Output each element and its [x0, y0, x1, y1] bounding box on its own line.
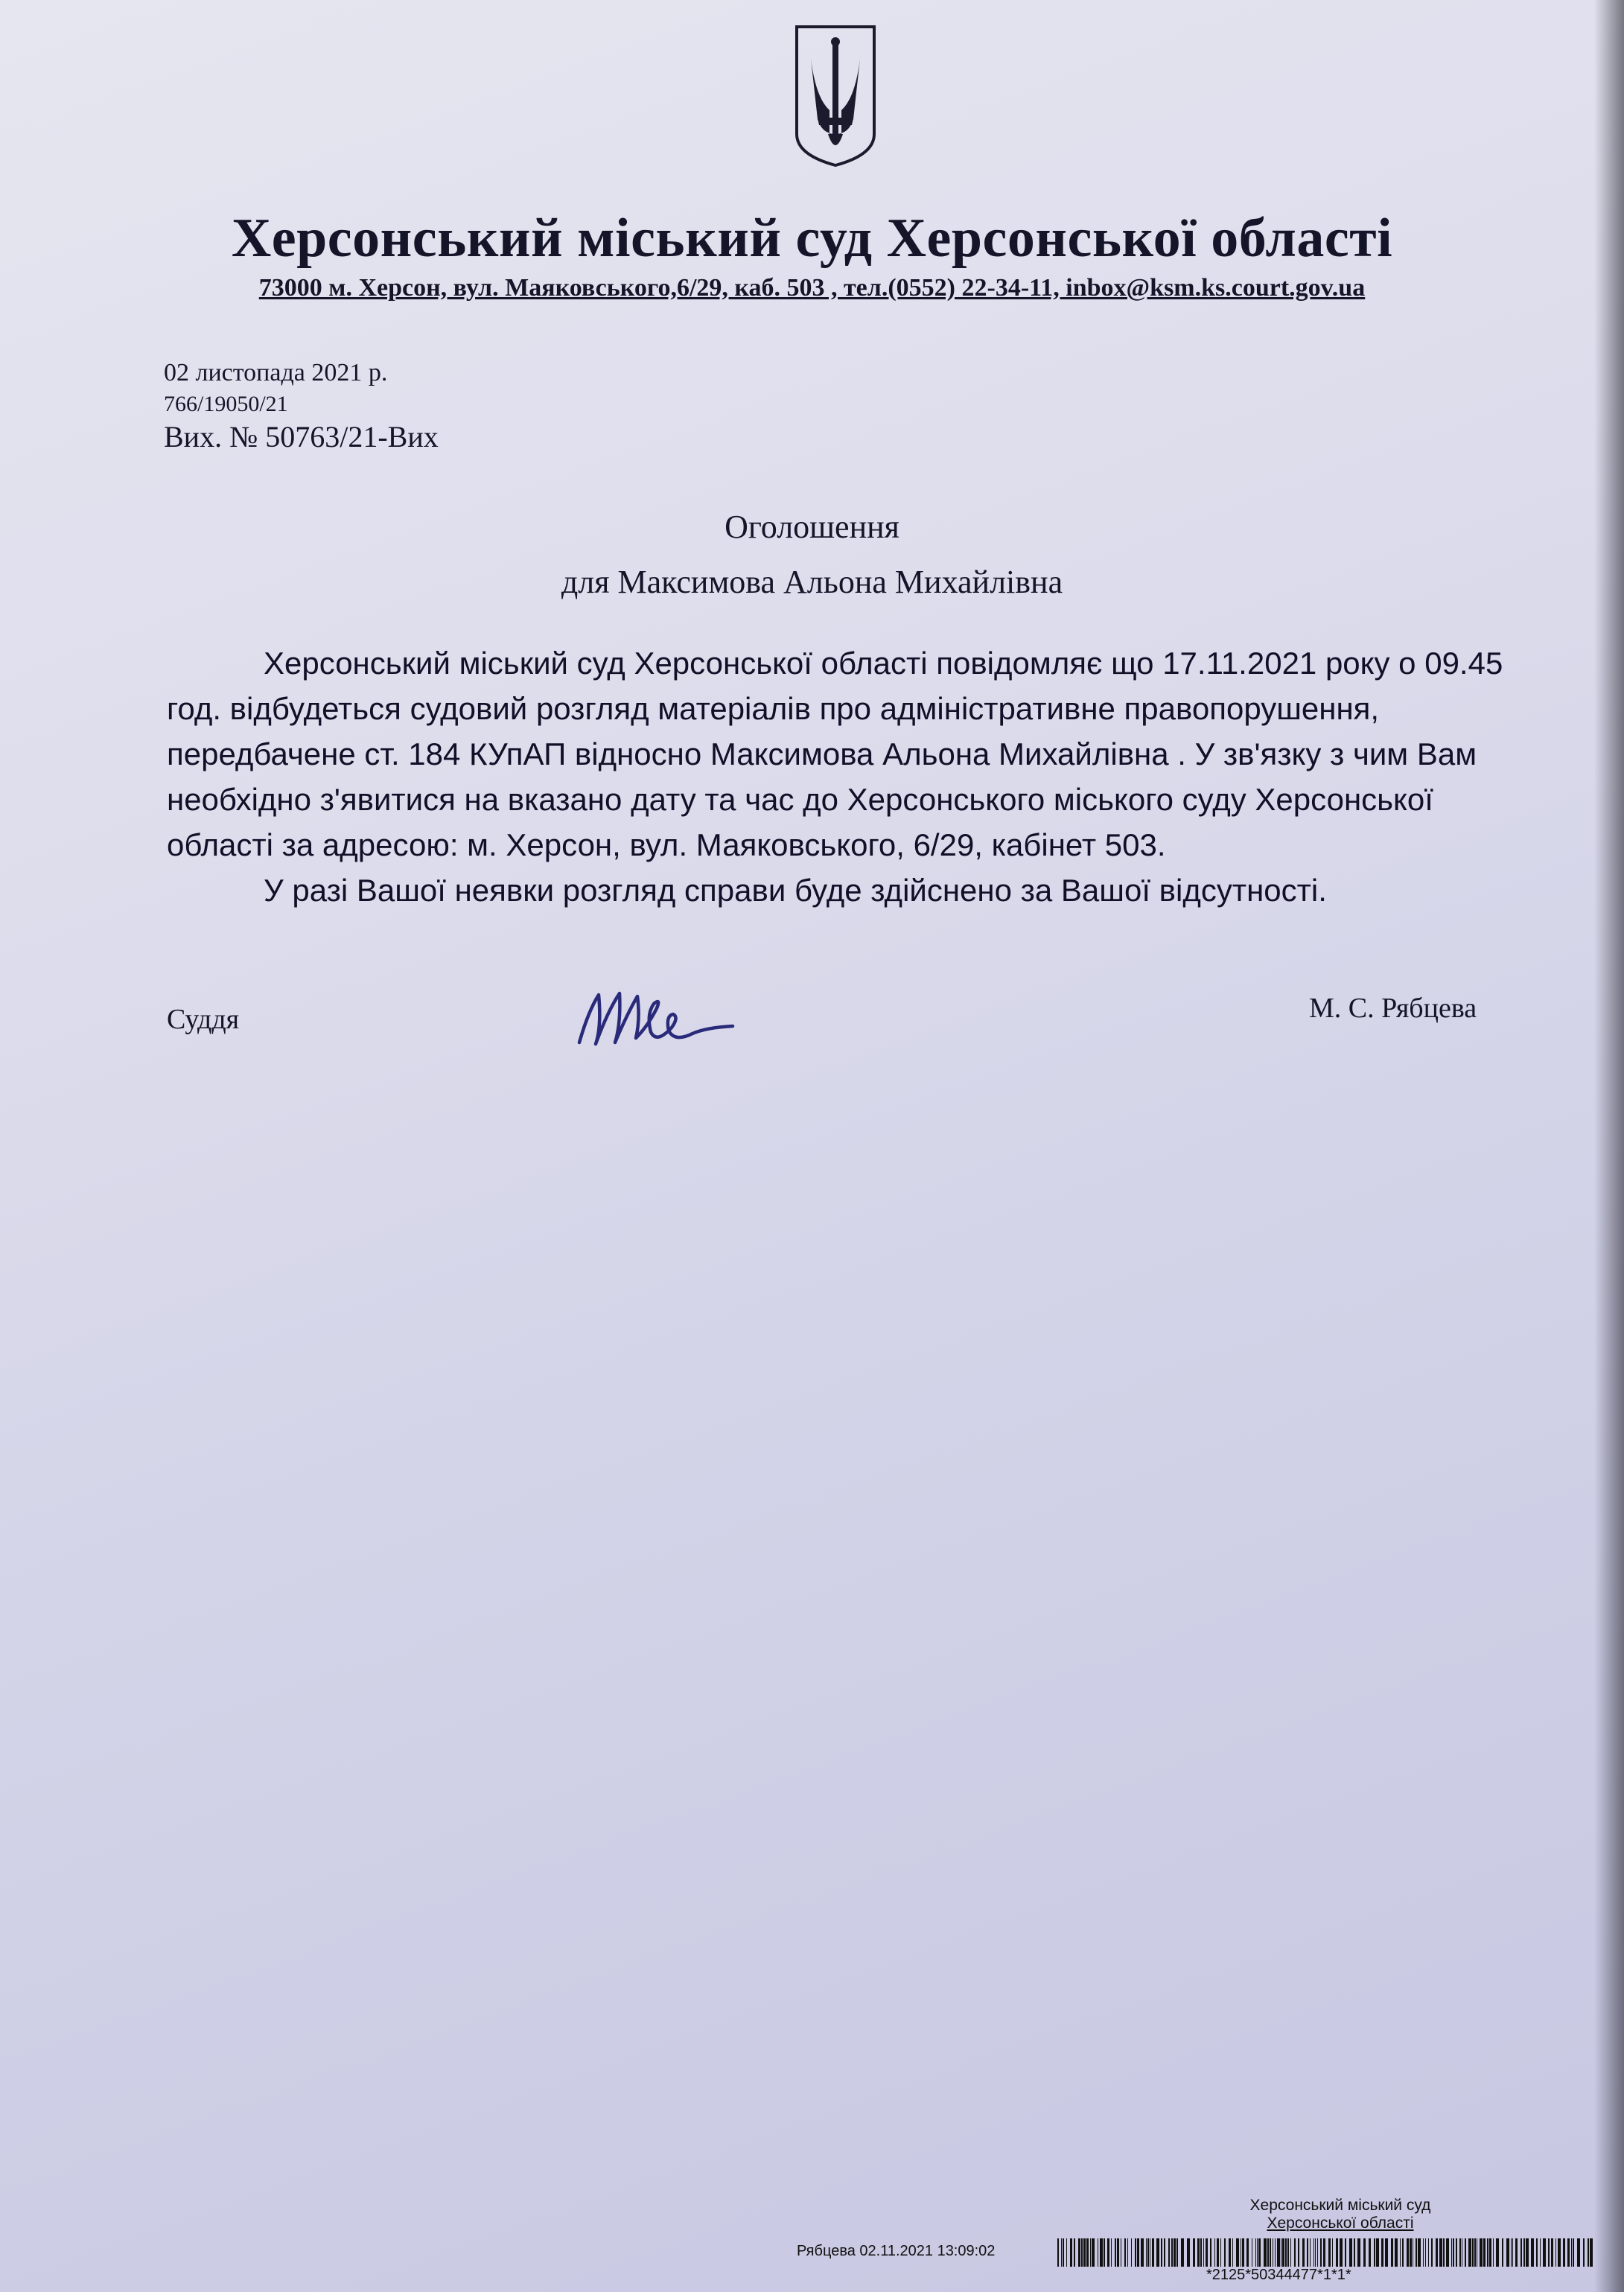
- barcode-bar: [1137, 2238, 1139, 2267]
- barcode-bar: [1147, 2238, 1149, 2267]
- barcode-bar: [1410, 2238, 1412, 2267]
- barcode-bar: [1436, 2238, 1438, 2267]
- judge-label: Суддя: [167, 1004, 240, 1035]
- barcode-bar: [1124, 2238, 1126, 2267]
- barcode-bar: [1275, 2238, 1276, 2267]
- barcode-bar: [1349, 2238, 1352, 2267]
- barcode-bar: [1487, 2238, 1488, 2267]
- barcode-bar: [1320, 2238, 1322, 2267]
- barcode-bar: [1336, 2238, 1338, 2267]
- barcode-bar: [1100, 2238, 1103, 2267]
- barcode-bar: [1543, 2238, 1546, 2267]
- barcode-bar: [1548, 2238, 1550, 2267]
- barcode-bar: [1474, 2238, 1476, 2267]
- barcode-bar: [1439, 2238, 1442, 2267]
- barcode-bar: [1483, 2238, 1486, 2267]
- barcode-bar: [1206, 2238, 1208, 2267]
- barcode-bar: [1104, 2238, 1105, 2267]
- barcode-bar: [1141, 2238, 1144, 2267]
- barcode-bar: [1588, 2238, 1589, 2267]
- barcode-bar: [1092, 2238, 1095, 2267]
- barcode-bar: [1242, 2238, 1244, 2267]
- barcode-bar: [1315, 2238, 1316, 2267]
- barcode-bar: [1277, 2238, 1280, 2267]
- barcode-bar: [1374, 2238, 1375, 2267]
- barcode-bar: [1156, 2238, 1159, 2267]
- barcode-bar: [1229, 2238, 1231, 2267]
- barcode-bar: [1135, 2238, 1136, 2267]
- barcode-bar: [1294, 2238, 1296, 2267]
- barcode-bar: [1583, 2238, 1585, 2267]
- barcode-bar: [1363, 2238, 1366, 2267]
- outgoing-number: Вих. № 50763/21-Вих: [164, 420, 439, 453]
- barcode-icon: [1057, 2238, 1593, 2267]
- barcode-bar: [1168, 2238, 1170, 2267]
- barcode-bar: [1496, 2238, 1499, 2267]
- barcode-bar: [1431, 2238, 1433, 2267]
- page-edge-shadow: [1594, 0, 1624, 2292]
- barcode-bar: [1423, 2238, 1424, 2267]
- barcode-bar: [1480, 2238, 1483, 2267]
- handwritten-signature: [573, 981, 737, 1056]
- barcode-bar: [1381, 2238, 1383, 2267]
- case-number: 766/19050/21: [164, 392, 288, 416]
- barcode-bar: [1369, 2238, 1371, 2267]
- barcode-bar: [1453, 2238, 1454, 2267]
- barcode-bar: [1511, 2238, 1512, 2267]
- barcode-bar: [1428, 2238, 1429, 2267]
- barcode-bar: [1214, 2238, 1215, 2267]
- barcode-bar: [1107, 2238, 1109, 2267]
- barcode-bar: [1345, 2238, 1346, 2267]
- barcode-bar: [1540, 2238, 1541, 2267]
- document-date: 02 листопада 2021 р.: [164, 359, 388, 386]
- barcode-bar: [1152, 2238, 1154, 2267]
- barcode-bar: [1323, 2238, 1325, 2267]
- barcode-bar: [1210, 2238, 1211, 2267]
- barcode-bar: [1200, 2238, 1202, 2267]
- barcode-bar: [1181, 2238, 1184, 2267]
- barcode-bar: [1446, 2238, 1449, 2267]
- barcode-bar: [1171, 2238, 1173, 2267]
- barcode-bar: [1131, 2238, 1132, 2267]
- barcode-bar: [1086, 2238, 1089, 2267]
- barcode-bar: [1531, 2238, 1534, 2267]
- barcode-bar: [1264, 2238, 1267, 2267]
- barcode-bar: [1425, 2238, 1426, 2267]
- notice-body: [167, 640, 1537, 913]
- barcode-bar: [1456, 2238, 1457, 2267]
- barcode-bar: [1526, 2238, 1529, 2267]
- barcode-bar: [1506, 2238, 1509, 2267]
- barcode-bar: [1083, 2238, 1086, 2267]
- barcode-bar: [1328, 2238, 1331, 2267]
- barcode-bar: [1307, 2238, 1308, 2267]
- court-address-line: 73000 м. Херсон, вул. Маяковського,6/29, каб. 503 , тел.(0552) 22-34-11, inbox@ksm.ks.court.gov.ua: [258, 274, 1366, 302]
- stamp-signer: Рябцева 02.11.2021 13:09:02: [797, 2243, 996, 2259]
- barcode-bar: [1302, 2238, 1305, 2267]
- barcode-bar: [1400, 2238, 1401, 2267]
- court-name-heading: Херсонський міський суд Херсонської області: [231, 208, 1393, 269]
- barcode-bar: [1573, 2238, 1574, 2267]
- barcode-bar: [1512, 2238, 1513, 2267]
- barcode-bar: [1502, 2238, 1503, 2267]
- barcode-bar: [1078, 2238, 1080, 2267]
- barcode-bar: [1117, 2238, 1119, 2267]
- barcode-bar: [1332, 2238, 1333, 2267]
- barcode-bar: [1520, 2238, 1522, 2267]
- coat-of-arms-icon: [792, 22, 879, 168]
- barcode-bar: [1310, 2238, 1311, 2267]
- barcode-bar: [1391, 2238, 1393, 2267]
- barcode-bar: [1061, 2238, 1062, 2267]
- judge-name: М. С. Рябцева: [1309, 993, 1477, 1024]
- barcode-bar: [1174, 2238, 1176, 2267]
- barcode-bar: [1090, 2238, 1091, 2267]
- barcode-bar: [1257, 2238, 1258, 2267]
- barcode-bar: [1070, 2238, 1072, 2267]
- stamp-org-line-2: Херсонської області: [1267, 2215, 1414, 2232]
- barcode-bar: [1246, 2238, 1249, 2267]
- barcode-bar: [1187, 2238, 1190, 2267]
- barcode-bar: [1161, 2238, 1162, 2267]
- barcode-bar: [1465, 2238, 1466, 2267]
- barcode-bar: [1459, 2238, 1461, 2267]
- barcode-bar: [1217, 2238, 1219, 2267]
- barcode-bar: [1111, 2238, 1112, 2267]
- barcode-bar: [1354, 2238, 1355, 2267]
- barcode-bar: [1287, 2238, 1289, 2267]
- barcode-bar: [1298, 2238, 1299, 2267]
- barcode-bar: [1563, 2238, 1565, 2267]
- barcode-bar: [1551, 2238, 1553, 2267]
- barcode-bar: [1290, 2238, 1291, 2267]
- barcode-bar: [1523, 2238, 1525, 2267]
- stamp-org-line-1: Херсонський міський суд: [1249, 2197, 1431, 2214]
- barcode-bar: [1146, 2238, 1147, 2267]
- barcode-bar: [1127, 2238, 1128, 2267]
- barcode-bar: [1357, 2238, 1360, 2267]
- barcode-bar: [1416, 2238, 1417, 2267]
- electronic-signature-stamp: [789, 2197, 1608, 2292]
- barcode-bar: [1232, 2238, 1233, 2267]
- barcode-bar: [1164, 2238, 1165, 2267]
- barcode-bar: [1236, 2238, 1239, 2267]
- notice-recipient: для Максимова Альона Михайлівна: [561, 564, 1063, 600]
- barcode-bar: [1402, 2238, 1404, 2267]
- notice-paragraph-2: У разі Вашої неявки розгляд справи буде здійснено за Вашої відсутності.: [264, 873, 1327, 908]
- barcode-bar: [1489, 2238, 1491, 2267]
- barcode-bar: [1066, 2238, 1067, 2267]
- barcode-bar: [1313, 2238, 1314, 2267]
- barcode-bar: [1571, 2238, 1572, 2267]
- barcode-bar: [1472, 2238, 1474, 2267]
- notice-title: Оголошення: [725, 509, 899, 545]
- barcode-bar: [1407, 2238, 1409, 2267]
- barcode-bar: [1317, 2238, 1318, 2267]
- barcode-bar: [1418, 2238, 1421, 2267]
- barcode-bar: [1395, 2238, 1398, 2267]
- barcode-bar: [1063, 2238, 1064, 2267]
- barcode-bar: [1270, 2238, 1271, 2267]
- barcode-bar: [1081, 2238, 1083, 2267]
- notice-paragraph-1: Херсонський міський суд Херсонської області повідомляє що 17.11.2021 року о 09.45 год. відбудеться судовий розгляд матеріалів про адміністративне правопорушення, передбачене ст. 184 КУпАП відносно Максимова Альона Михайлівна . У зв'язку з чим Вам необхідно з'явитися на вказано дату та час до Херсонського міського суду Херсонської області за адресою: м. Херсон, вул. Маяковського, 6/29, кабінет 503.: [167, 646, 1503, 862]
- barcode-bar: [1057, 2238, 1059, 2267]
- barcode-bar: [1555, 2238, 1556, 2267]
- barcode-bar: [1340, 2238, 1343, 2267]
- barcode-bar: [1515, 2238, 1518, 2267]
- barcode-bar: [1385, 2238, 1388, 2267]
- barcode-bar: [1376, 2238, 1379, 2267]
- barcode-bar: [1193, 2238, 1195, 2267]
- barcode-bar: [1590, 2238, 1593, 2267]
- barcode-bar: [1536, 2238, 1538, 2267]
- barcode-bar: [1282, 2238, 1284, 2267]
- barcode-bar: [1451, 2238, 1452, 2267]
- stamp-organization: [1176, 2197, 1504, 2232]
- barcode-bar: [1203, 2238, 1204, 2267]
- barcode-bar: [1468, 2238, 1471, 2267]
- barcode-bar: [1258, 2238, 1261, 2267]
- barcode-bar: [1176, 2238, 1178, 2267]
- barcode-bar: [1567, 2238, 1570, 2267]
- barcode-bar: [1074, 2238, 1075, 2267]
- barcode-bar: [1558, 2238, 1561, 2267]
- barcode-bar: [1255, 2238, 1256, 2267]
- barcode-bar: [1267, 2238, 1269, 2267]
- barcode-bar: [1220, 2238, 1221, 2267]
- stamp-code: *2125*50344477*1*1*: [1206, 2267, 1351, 2283]
- barcode-bar: [1577, 2238, 1580, 2267]
- barcode-bar: [1197, 2238, 1200, 2267]
- barcode-bar: [1493, 2238, 1494, 2267]
- barcode-bar: [1115, 2238, 1116, 2267]
- barcode-bar: [1285, 2238, 1287, 2267]
- barcode-bar: [1224, 2238, 1226, 2267]
- barcode-bar: [1443, 2238, 1445, 2267]
